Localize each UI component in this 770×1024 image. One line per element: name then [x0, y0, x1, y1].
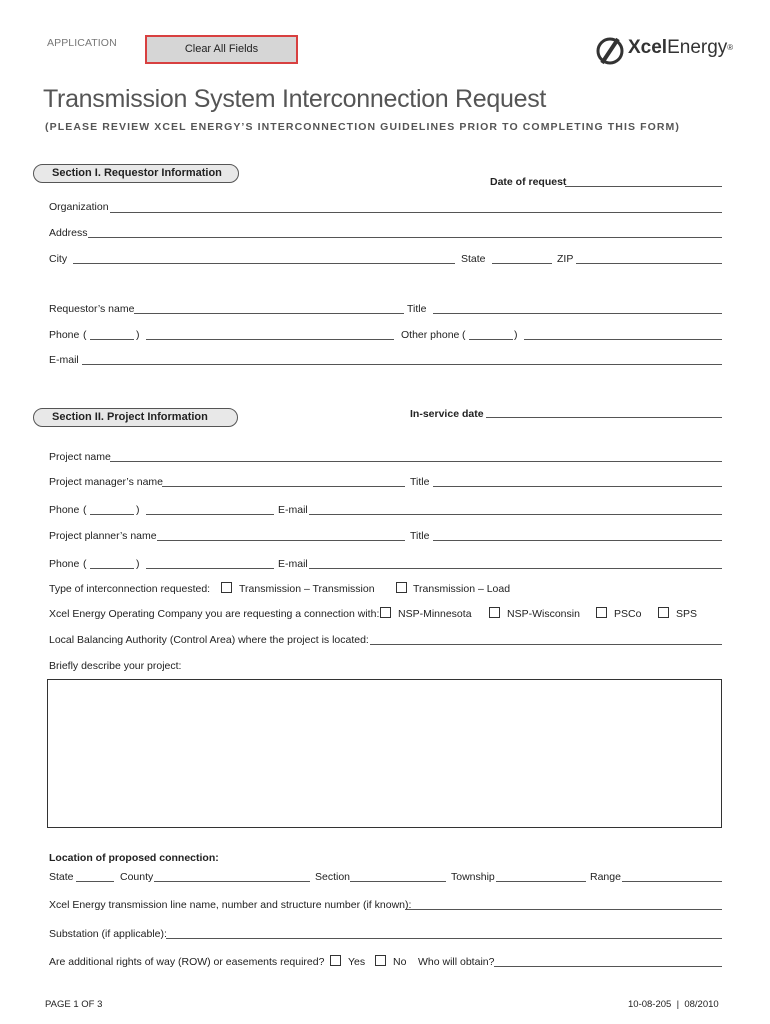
balancing-authority-label: Local Balancing Authority (Control Area) where the project is located: — [49, 634, 369, 646]
project-manager-title-label: Title — [410, 476, 430, 488]
form-number: 10-08-205 | 08/2010 — [628, 999, 719, 1010]
city-label: City — [49, 253, 68, 265]
requestor-title-field[interactable] — [433, 313, 722, 314]
planner-phone-number-field[interactable] — [146, 568, 274, 569]
date-of-request-label: Date of request — [490, 176, 567, 188]
sps-label: SPS — [676, 608, 698, 620]
phone-label: Phone — [49, 329, 80, 341]
other-phone-paren-close: ) — [514, 329, 518, 341]
organization-field[interactable] — [110, 212, 722, 213]
zip-label: ZIP — [557, 253, 574, 265]
manager-phone-label: Phone — [49, 504, 80, 516]
project-manager-title-field[interactable] — [433, 486, 722, 487]
state-label: State — [461, 253, 486, 265]
planner-phone-area-code-field[interactable] — [90, 568, 134, 569]
project-planner-name-field[interactable] — [157, 540, 405, 541]
nsp-minnesota-checkbox[interactable] — [380, 607, 391, 618]
brand-xcel: Xcel — [628, 37, 668, 58]
requestor-name-field[interactable] — [134, 313, 404, 314]
state-field[interactable] — [492, 263, 552, 264]
location-section-field[interactable] — [350, 881, 446, 882]
in-service-date-field[interactable] — [486, 417, 722, 418]
transmission-load-label: Transmission – Load — [413, 583, 511, 595]
brand-energy: Energy — [667, 37, 728, 58]
phone-paren-close: ) — [136, 329, 140, 341]
project-planner-title-label: Title — [410, 530, 430, 542]
project-name-field[interactable] — [110, 461, 722, 462]
brand-registered: ® — [727, 43, 734, 52]
project-manager-name-label: Project manager’s name — [49, 476, 164, 488]
date-of-request-field[interactable] — [565, 186, 722, 187]
page-number: PAGE 1 OF 3 — [45, 999, 103, 1010]
row-no-label: No — [393, 956, 407, 968]
other-phone-label: Other phone — [401, 329, 460, 341]
organization-label: Organization — [49, 201, 109, 213]
xcel-energy-logo — [596, 33, 736, 69]
line-name-label: Xcel Energy transmission line name, number and structure number (if known): — [49, 899, 412, 911]
location-range-field[interactable] — [622, 881, 722, 882]
phone-area-code-field[interactable] — [90, 339, 134, 340]
transmission-transmission-checkbox[interactable] — [221, 582, 232, 593]
location-township-label: Township — [451, 871, 495, 883]
zip-field[interactable] — [576, 263, 722, 264]
location-county-label: County — [120, 871, 154, 883]
requestor-title-label: Title — [407, 303, 427, 315]
psco-label: PSCo — [614, 608, 642, 620]
location-county-field[interactable] — [154, 881, 310, 882]
location-state-field[interactable] — [76, 881, 114, 882]
manager-email-field[interactable] — [309, 514, 722, 515]
transmission-transmission-label: Transmission – Transmission — [239, 583, 375, 595]
manager-phone-area-code-field[interactable] — [90, 514, 134, 515]
location-state-label: State — [49, 871, 74, 883]
location-heading: Location of proposed connection: — [49, 852, 219, 864]
page-title: Transmission System Interconnection Request — [43, 85, 547, 113]
nsp-minnesota-label: NSP-Minnesota — [398, 608, 472, 620]
interconnection-type-label: Type of interconnection requested: — [49, 583, 211, 595]
planner-email-field[interactable] — [309, 568, 722, 569]
section-1-heading-text: Section I. Requestor Information — [52, 167, 222, 179]
psco-checkbox[interactable] — [596, 607, 607, 618]
row-question-label: Are additional rights of way (ROW) or easements required? — [49, 956, 325, 968]
address-field[interactable] — [88, 237, 722, 238]
row-yes-label: Yes — [348, 956, 366, 968]
phone-paren-open: ( — [83, 329, 87, 341]
section-2-heading — [33, 408, 238, 427]
operating-company-label: Xcel Energy Operating Company you are requesting a connection with: — [49, 608, 380, 620]
row-yes-checkbox[interactable] — [330, 955, 341, 966]
who-will-obtain-field[interactable] — [494, 966, 722, 967]
clear-all-fields-button[interactable] — [145, 35, 298, 64]
manager-phone-number-field[interactable] — [146, 514, 274, 515]
project-name-label: Project name — [49, 451, 111, 463]
balancing-authority-field[interactable] — [370, 644, 722, 645]
planner-email-label: E-mail — [278, 558, 308, 570]
clear-all-fields-label: Clear All Fields — [184, 43, 259, 55]
project-description-label: Briefly describe your project: — [49, 660, 182, 672]
manager-phone-paren-close: ) — [136, 504, 140, 516]
substation-field[interactable] — [166, 938, 722, 939]
project-description-textarea[interactable] — [47, 679, 722, 828]
other-phone-area-code-field[interactable] — [469, 339, 513, 340]
phone-number-field[interactable] — [146, 339, 394, 340]
location-township-field[interactable] — [496, 881, 586, 882]
other-phone-paren-open: ( — [462, 329, 466, 341]
address-label: Address — [49, 227, 88, 239]
in-service-date-label: In-service date — [410, 408, 484, 420]
email-label: E-mail — [49, 354, 79, 366]
other-phone-number-field[interactable] — [524, 339, 722, 340]
nsp-wisconsin-checkbox[interactable] — [489, 607, 500, 618]
city-field[interactable] — [73, 263, 455, 264]
location-section-label: Section — [315, 871, 351, 883]
manager-phone-paren-open: ( — [83, 504, 87, 516]
transmission-load-checkbox[interactable] — [396, 582, 407, 593]
location-range-label: Range — [590, 871, 621, 883]
row-no-checkbox[interactable] — [375, 955, 386, 966]
project-manager-name-field[interactable] — [162, 486, 405, 487]
email-field[interactable] — [82, 364, 722, 365]
planner-phone-paren-open: ( — [83, 558, 87, 570]
page-subtitle: (PLEASE REVIEW XCEL ENERGY’S INTERCONNECTION GUIDELINES PRIOR TO COMPLETING THIS FORM) — [45, 121, 681, 133]
nsp-wisconsin-label: NSP-Wisconsin — [507, 608, 580, 620]
xcel-swirl-icon — [596, 35, 626, 67]
sps-checkbox[interactable] — [658, 607, 669, 618]
planner-phone-paren-close: ) — [136, 558, 140, 570]
section-1-heading — [33, 164, 239, 183]
requestor-name-label: Requestor’s name — [49, 303, 135, 315]
line-name-field[interactable] — [405, 909, 722, 910]
project-planner-name-label: Project planner’s name — [49, 530, 157, 542]
who-will-obtain-label: Who will obtain? — [418, 956, 495, 968]
planner-phone-label: Phone — [49, 558, 80, 570]
project-planner-title-field[interactable] — [433, 540, 722, 541]
substation-label: Substation (if applicable): — [49, 928, 167, 940]
manager-email-label: E-mail — [278, 504, 308, 516]
application-label: APPLICATION — [47, 37, 117, 49]
section-2-heading-text: Section II. Project Information — [52, 411, 208, 423]
